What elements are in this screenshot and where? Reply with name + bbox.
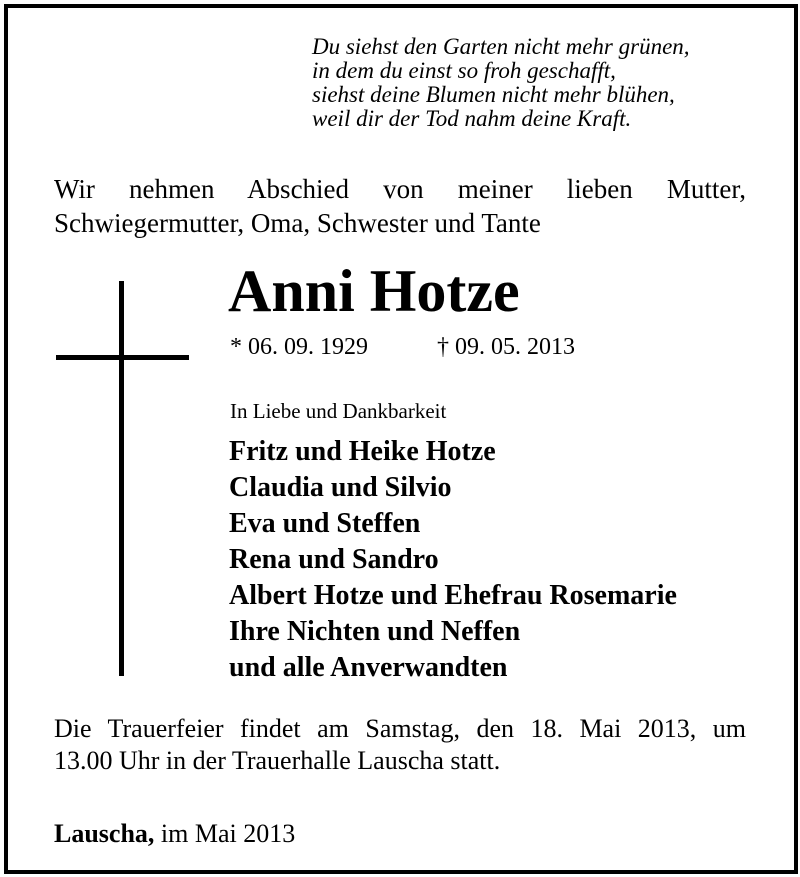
poem-line: in dem du einst so froh geschafft, [312,58,616,83]
mourner-entry: Ihre Nichten und Neffen [229,616,521,647]
mourners-list [229,434,677,686]
mourner-entry: Eva und Steffen [229,508,421,539]
place-and-date [54,818,295,850]
poem-line: Du siehst den Garten nicht mehr grünen, [312,34,690,59]
greeting-line: In Liebe und Dankbarkeit [230,399,447,423]
ceremony-line: Die Trauerfeier findet am Samstag, den 18. Mai 2013, um [54,714,746,743]
life-dates [230,332,575,362]
poem-line: siehst deine Blumen nicht mehr blühen, [312,82,675,107]
cross-icon-horizontal [56,355,189,360]
poem-line: weil dir der Tod nahm deine Kraft. [312,106,632,131]
mourner-entry: Rena und Sandro [229,544,439,575]
intro-line: Schwiegermutter, Oma, Schwester und Tante [54,208,541,238]
farewell-intro [54,172,746,240]
deceased-name: Anni Hotze [228,258,520,324]
memorial-poem [312,35,782,131]
ceremony-line: 13.00 Uhr in der Trauerhalle Lauscha statt. [54,746,501,775]
mourner-entry: Fritz und Heike Hotze [229,436,496,467]
birth-date: * 06. 09. 1929 [230,334,368,360]
mourner-entry: und alle Anverwandten [229,652,508,683]
intro-line: Wir nehmen Abschied von meiner lieben Mutter, [54,174,746,204]
place-date: im Mai 2013 [154,819,296,848]
death-date: † 09. 05. 2013 [437,334,575,360]
mourner-entry: Albert Hotze und Ehefrau Rosemarie [229,580,677,611]
cross-icon-vertical [119,281,124,676]
place-town: Lauscha, [54,819,155,848]
ceremony-notice [54,713,746,777]
mourner-entry: Claudia und Silvio [229,472,452,503]
